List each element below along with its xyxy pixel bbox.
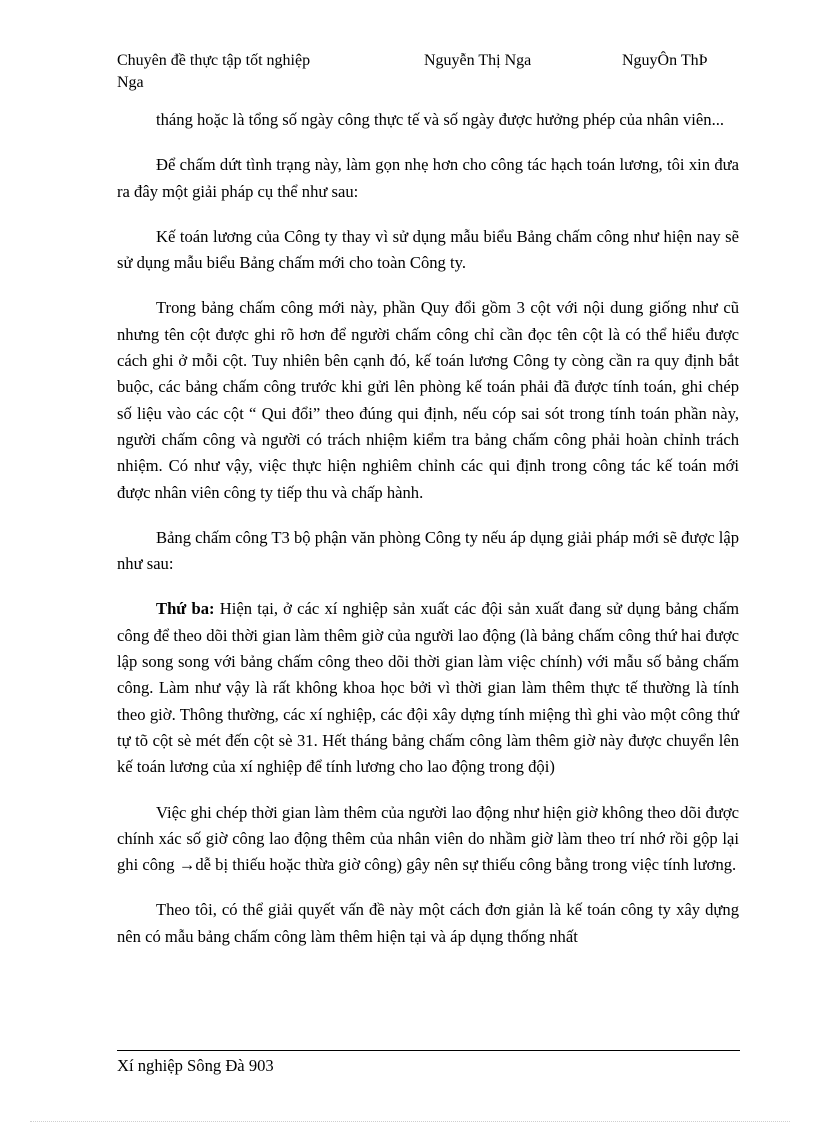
paragraph (117, 596, 739, 780)
header-author-name: Nguyễn Thị Nga (424, 52, 532, 69)
header-document-type: Chuyên đề thực tập tốt nghiệp (117, 52, 311, 69)
paragraph (117, 107, 739, 133)
page-footer: Xí nghiệp Sông Đà 903 (117, 1056, 274, 1075)
paragraph-text: Hiện tại, ở các xí nghiệp sản xuất các đội sản xuất đang sử dụng bảng chấm công để theo dõi thời gian làm thêm giờ của người lao động (là bảng chấm công thứ hai được lập song song với bảng chấm công theo dõi thời gian làm việc chính) với mẫu số bảng chấm công. Làm như vậy là rất không khoa học bởi vì thời gian làm thêm thực tế thường là tính theo giờ. Thông thường, các xí nghiệp, các đội xây dựng tính miệng thì ghi vào một công thứ tự tõ cột sè mét đến cột sè 31. Hết tháng bảng chấm công làm thêm giờ này được chuyển lên kế toán lương của xí nghiệp để tính lương cho lao động trong đội) (117, 599, 739, 777)
paragraph-text: Kế toán lương của Công ty thay vì sử dụng mẫu biểu Bảng chấm công như hiện nay sẽ sử dụng mẫu biểu Bảng chấm mới cho toàn Công ty. (117, 226, 739, 273)
paragraph (117, 897, 739, 950)
header-author-name-legacy-font: NguyÔn ThÞ (622, 52, 708, 69)
paragraph-lead-bold: Thứ ba: (156, 599, 215, 619)
paragraph-text: Trong bảng chấm công mới này, phần Quy đổi gồm 3 cột với nội dung giống như cũ nhưng tên cột được ghi rõ hơn để người chấm công chỉ cần đọc tên cột là có thể hiểu được cách ghi ở mỗi cột. Tuy nhiên bên cạnh đó, kế toán lương Công ty còng cần ra quy định bắt buộc, các bảng chấm công trước khi gửi lên phòng kế toán phải đã được tính toán, ghi chép số liệu vào các cột “ Qui đổi” theo đúng qui định, nếu cóp sai sót trong tính toán phần này, người chấm công và người có trách nhiệm kiểm tra bảng chấm công phải hoàn chỉnh trách nhiệm. Có như vậy, việc thực hiện nghiêm chỉnh các qui định trong công tác kế toán mới được nhân viên công ty tiếp thu và chấp hành. (117, 298, 739, 502)
paragraph-text: Để chấm dứt tình trạng này, làm gọn nhẹ hơn cho công tác hạch toán lương, tôi xin đưa ra đây một giải pháp cụ thể như sau: (117, 155, 739, 201)
paragraph-text: Theo tôi, có thể giải quyết vấn đề này một cách đơn giản là kế toán công ty xây dựng nên có mẫu bảng chấm công làm thêm hiện tại và áp dụng thống nhất (117, 900, 739, 946)
paragraph (117, 800, 739, 879)
paragraph (117, 152, 739, 205)
paragraph (117, 525, 739, 578)
paragraph (117, 295, 739, 505)
footer-divider (117, 1050, 740, 1051)
paragraph (117, 224, 739, 277)
document-body (117, 107, 739, 950)
paragraph-text: tháng hoặc là tổng số ngày công thực tế và số ngày được hưởng phép của nhân viên... (156, 110, 725, 129)
paragraph-text: Việc ghi chép thời gian làm thêm của người lao động như hiện giờ không theo dõi được chính xác số giờ công lao động thêm của nhân viên do nhầm giờ làm theo trí nhớ rồi gộp lại ghi công →dễ bị thiếu hoặc thừa giờ công) gây nên sự thiếu công bằng trong việc tính lương. (117, 802, 739, 875)
paragraph-text: Bảng chấm công T3 bộ phận văn phòng Công ty nếu áp dụng giải pháp mới sẽ được lập như sau: (117, 527, 739, 574)
header-author-name-continuation: Nga (117, 74, 144, 91)
page-bottom-edge (30, 1121, 790, 1122)
